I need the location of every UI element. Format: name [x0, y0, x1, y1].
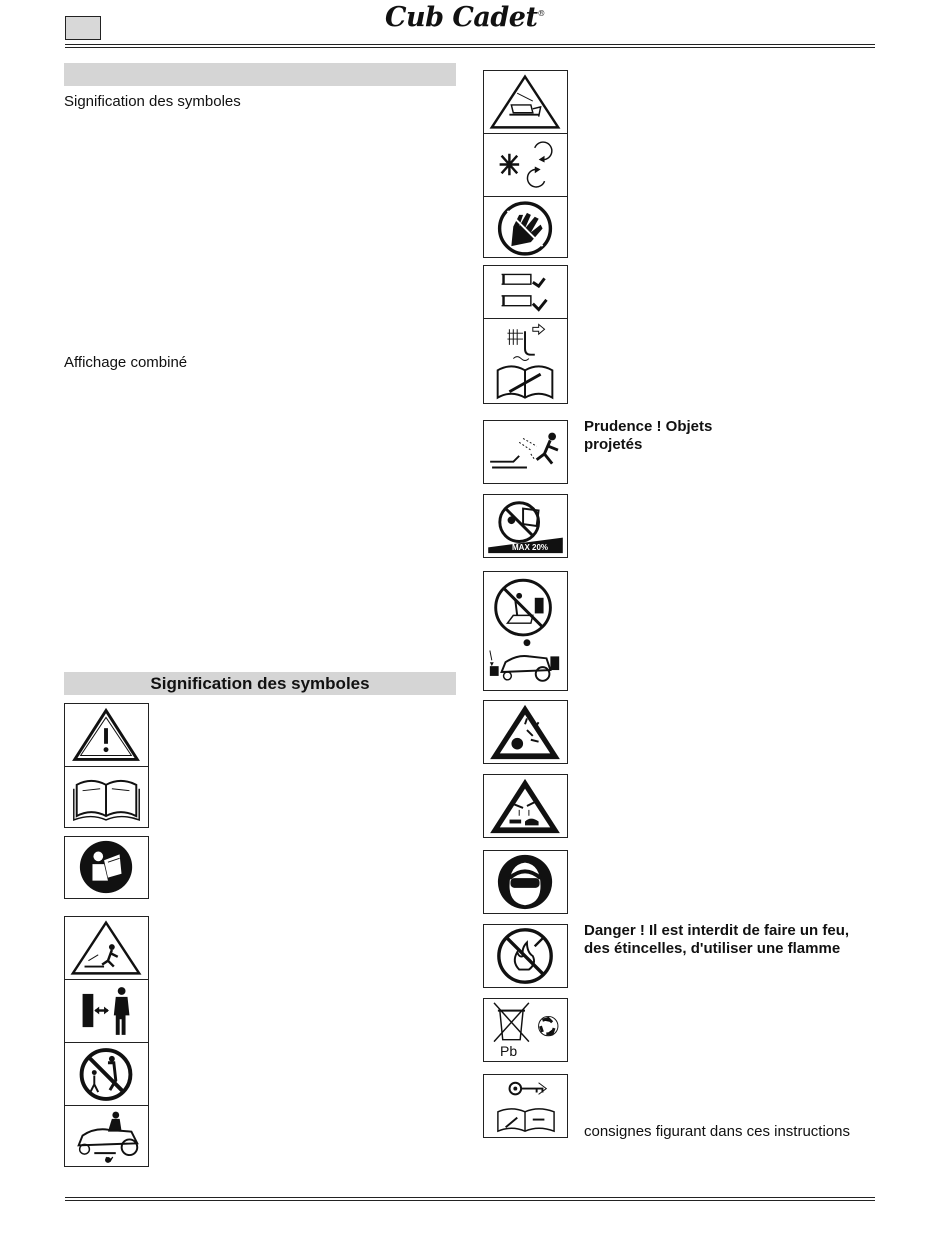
caution-objects-line1: Prudence ! Objets	[584, 418, 713, 435]
combined-label: Affichage combiné	[64, 354, 188, 371]
section-title: Signification des symboles	[64, 672, 456, 695]
no-hands-icon	[484, 196, 567, 259]
blade-stop-icon	[484, 266, 567, 318]
header-rule-bottom	[65, 47, 875, 48]
section-bar-top	[64, 63, 456, 86]
danger-fire-line1: Danger ! Il est interdit de faire un feu,	[584, 922, 850, 939]
recycle-label: Pb	[500, 1043, 518, 1059]
mower-blade-hazard-icon	[65, 1105, 148, 1168]
no-passengers-icon	[483, 571, 568, 691]
intro-label: Signification des symboles	[64, 93, 241, 110]
no-persons-icon	[65, 1042, 148, 1105]
projected-objects-icon	[483, 420, 568, 484]
key-manual-icon	[483, 1074, 568, 1138]
footer-rule-bottom	[65, 1200, 875, 1201]
symbol-group-operation-safety	[64, 916, 149, 1167]
acid-hazard-icon	[483, 774, 568, 838]
instructions-text: consignes figurant dans ces instructions	[584, 1123, 850, 1140]
read-manual-icon	[65, 766, 148, 829]
symbol-group-blade-maintenance	[483, 265, 568, 404]
warning-triangle-icon	[65, 704, 148, 766]
explosion-hazard-icon	[483, 700, 568, 764]
symbol-group-warning-manual	[64, 703, 149, 828]
slope-label: MAX 20%	[512, 543, 549, 552]
eye-protection-icon	[483, 850, 568, 914]
rotating-blades-icon	[484, 133, 567, 196]
caution-objects-line2: projetés	[584, 436, 643, 453]
header-rule-top	[65, 44, 875, 45]
no-fire-icon	[483, 924, 568, 988]
consult-manual-icon	[64, 836, 149, 899]
symbol-group-cutting-hazards	[483, 70, 568, 258]
maintenance-manual-icon	[484, 318, 567, 405]
footer-rule-top	[65, 1197, 875, 1198]
max-slope-icon	[483, 494, 568, 558]
cutting-hazard-triangle-icon	[484, 71, 567, 133]
thrown-objects-warning-icon	[65, 917, 148, 979]
battery-recycle-icon	[483, 998, 568, 1062]
keep-distance-icon	[65, 979, 148, 1042]
danger-fire-line2: des étincelles, d'utiliser une flamme	[584, 940, 841, 957]
brand-logo: Cub Cadet®	[385, 2, 545, 33]
page-number-box	[65, 16, 101, 40]
